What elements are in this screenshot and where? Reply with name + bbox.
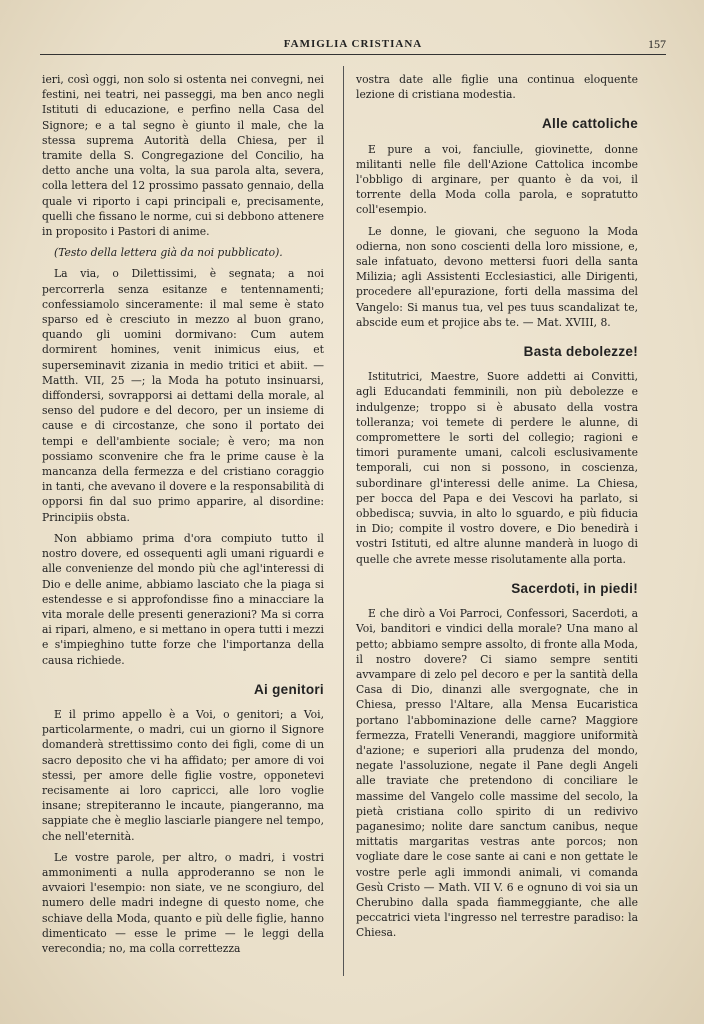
- right-column: [356, 72, 638, 941]
- magazine-title: FAMIGLIA CRISTIANA: [283, 38, 423, 50]
- column-divider: [343, 66, 344, 976]
- paragraph: Istitutrici, Maestre, Suore addetti ai Convitti, agli Educandati femminili, non più debolezze e indulgenze; troppo si è abusato della vostra tolleranza; voi temete di perdere le alunne, di compromettere le sorti del collegio; ragioni e timori puramente umani, calcoli esclusivamente temporali, cui non si possono, in coscienza, subordinare gl'interessi delle anime. La Chiesa, per bocca del Papa e dei Vescovi ha parlato, si obbedisca; suvvia, in alto lo sguardo, e più fiducia in Dio; compite il vostro dovere, e Dio benedirà i vostri Istituti, ed altre alunne manderà in luogo di quelle che avrete messe risolutamente alla porta.: [356, 370, 638, 566]
- paragraph: vostra date alle figlie una continua eloquente lezione di cristiana modestia.: [356, 73, 638, 102]
- section-heading: Ai genitori: [253, 681, 324, 697]
- paragraph: E pure a voi, fanciulle, giovinette, donne militanti nelle file dell'Azione Cattolica incombe l'obbligo di arginare, per quanto è da voi, il torrente della Moda colla parola, e sopratutto coll'esempio.: [356, 142, 638, 217]
- section-heading: Alle cattoliche: [541, 116, 638, 132]
- paragraph: La via, o Dilettissimi, è segnata; a noi percorrerla senza esitanze e tentennamenti; confessiamolo sinceramente: il mal seme è stato sparso ed è cresciuto in mezzo al buon grano, quando gli uomini dormivano: Cum autem dormirent homines, venit inimicus eius, et superseminavit zizania in medio tritici et abiit. — Matth. VII, 25 —; la Moda ha potuto insinuarsi, diffondersi, sovrapporsi ai dettami della morale, al senso del pudore e del decoro, per un insieme di cause e di circostanze, che sono il portato dei tempi e dell'ambiente sociale; è vero; ma non possiamo sconvenire che fra le prime cause è la mancanza della fermezza e del cristiano coraggio in tanti, che avevano il dovere e la responsabilità di opporsi fin dal suo primo apparire, al disordine: Principiis obsta.: [42, 267, 324, 524]
- paragraph: ieri, così oggi, non solo si ostenta nei convegni, nei festini, nei teatri, nei passeggi, ma ben anco negli Istituti di educazione, e perfino nella Casa del Signore; e a tal segno è giunto il male, che la stessa suprema Autorità della Chiesa, per il tramite della S. Congregazione del Concilio, ha detto anche una volta, la sua parola alta, severa, colla lettera del 12 prossimo passato gennaio, della quale vi riporto i capi principali e, precisamente, quelli che fissano le norme, cui si debbono attenere in proposito i Pastori di anime.: [42, 73, 324, 239]
- paragraph-note: (Testo della lettera già da noi pubblicato).: [54, 246, 283, 260]
- paragraph: Le vostre parole, per altro, o madri, i vostri ammonimenti a nulla approderanno se non le avvaiori l'esempio: non siate, ve ne scongiuro, del numero delle madri indegne di questo nome, che schiave della Moda, quanto e più delle figlie, hanno dimenticato — esse le prime — le leggi della verecondia; no, ma colla correttezza: [42, 850, 324, 955]
- paragraph: E il primo appello è a Voi, o genitori; a Voi, particolarmente, o madri, cui un giorno il Signore domanderà strettissimo conto dei figli, come di un sacro deposito che vi ha affidato; per amore di voi stessi, per amore delle figlie vostre, opponetevi recisamente ai loro capricci, alle loro voglie insane; strepiteranno le incaute, piangeranno, ma sappiate che è meglio lasciarle piangere nel tempo, che nell'eternità.: [42, 707, 324, 843]
- section-heading: Sacerdoti, in piedi!: [511, 580, 638, 596]
- section-heading: Basta debolezze!: [523, 344, 638, 360]
- paragraph: E che dirò a Voi Parroci, Confessori, Sacerdoti, a Voi, banditori e vindici della morale? Una mano al petto; abbiamo sempre assolto, di fronte alla Moda, il nostro dovere? Ci siamo sempre sentiti avvampare di zelo pel decoro e per la santità della Casa di Dio, dinanzi alle svergognate, che in Chiesa, presso l'Altare, alla Mensa Eucaristica portano l'abbominazione delle carne? Maggiore fermezza, Fratelli Venerandi, maggiore uniformità d'azione; e superiori alla prudenza del mondo, negate l'assoluzione, negate il Pane degli Angeli alle traviate che pretendono di conciliare le massime del Vangelo colle massime del secolo, la pietà cristiana collo spirito di un redivivo paganesimo; nolite dare sanctum canibus, neque mittatis margaritas vestras ante porcos; non vogliate dare le cose sante ai cani e non gettate le vostre perle agli immondi animali, vi comanda Gesù Cristo — Math. VII V. 6 e ognuno di voi sia un Cherubino dalla spada fiammeggiante, che alle peccatrici vieta l'ingresso nel terrestre paradiso: la Chiesa.: [356, 607, 638, 940]
- paragraph: Non abbiamo prima d'ora compiuto tutto il nostro dovere, ed ossequenti agli umani riguardi e alle convenienze del mondo più che agl'interessi di Dio e delle anime, abbiamo lasciato che la piaga si estendesse e si approfondisse fino a minacciare la vita morale delle presenti generazioni? Ma si corra ai ripari, almeno, e si mettano in opera tutti i mezzi e s'impieghino tutte forze che l'importanza della causa richiede.: [42, 531, 324, 667]
- left-column: [42, 72, 324, 956]
- paragraph: Le donne, le giovani, che seguono la Moda odierna, non sono coscienti della loro missione, e, sale infatuato, devono mettersi fuori della santa Milizia; agli Assistenti Ecclesiastici, alle Dirigenti, procedere all'epurazione, forti della massima del Vangelo: Si manus tua, vel pes tuus scandalizat te, abscide eum et projice abs te. — Mat. XVIII, 8.: [356, 224, 638, 329]
- page-header: [40, 36, 666, 55]
- page-number: 157: [648, 37, 666, 51]
